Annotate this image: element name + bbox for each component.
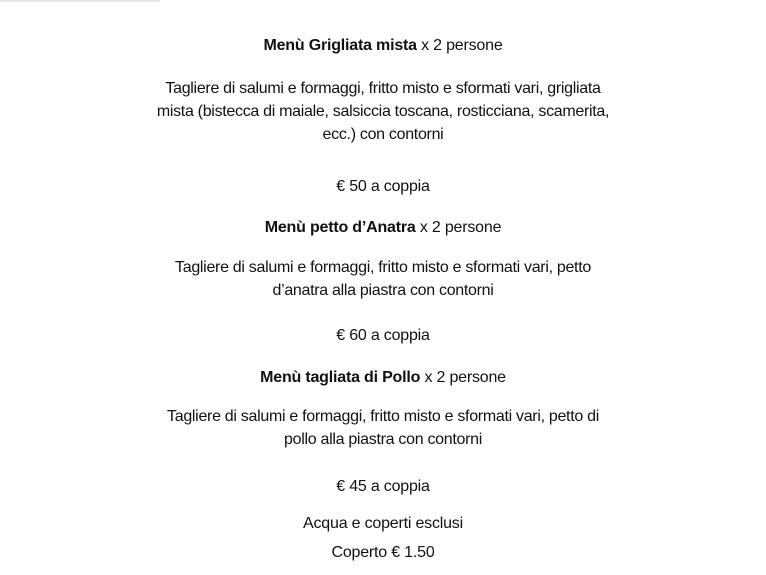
menu-description-pollo — [0, 405, 766, 451]
description-line: pollo alla piastra con contorni — [284, 431, 482, 448]
description-line: mista (bistecca di maiale, salsiccia toscana, rosticciana, scamerita, — [156, 103, 610, 120]
footer-cover-charge: Coperto € 1.50 — [331, 544, 435, 561]
description-line: Tagliere di salumi e formaggi, fritto misto e sformati vari, petto di — [167, 408, 599, 425]
menu-title-grigliata-persons: x 2 persone — [416, 37, 503, 54]
menu-title-pollo-persons: x 2 persone — [420, 369, 506, 386]
menu-title-pollo — [0, 369, 766, 387]
menu-title-pollo-name: Menù tagliata di Pollo — [260, 369, 421, 386]
menu-description-grigliata — [0, 77, 766, 146]
description-line: ecc.) con contorni — [322, 126, 444, 143]
menu-title-anatra-persons: x 2 persone — [415, 219, 502, 236]
menu-title-anatra — [0, 219, 766, 237]
menu-title-grigliata — [0, 37, 766, 55]
description-line: d’anatra alla piastra con contorni — [272, 282, 494, 299]
description-line: Tagliere di salumi e formaggi, fritto misto e sformati vari, grigliata — [165, 80, 601, 97]
menu-title-anatra-name: Menù petto d’Anatra — [264, 219, 416, 236]
description-line: Tagliere di salumi e formaggi, fritto misto e sformati vari, petto — [175, 259, 591, 276]
menu-title-grigliata-name: Menù Grigliata mista — [263, 37, 417, 54]
menu-price-pollo: € 45 a coppia — [336, 478, 430, 495]
footer-water-cover: Acqua e coperti esclusi — [303, 515, 463, 532]
menu-price-anatra: € 60 a coppia — [336, 327, 430, 344]
menu-description-anatra — [0, 256, 766, 302]
menu-price-grigliata: € 50 a coppia — [336, 178, 430, 195]
top-divider — [0, 0, 160, 2]
